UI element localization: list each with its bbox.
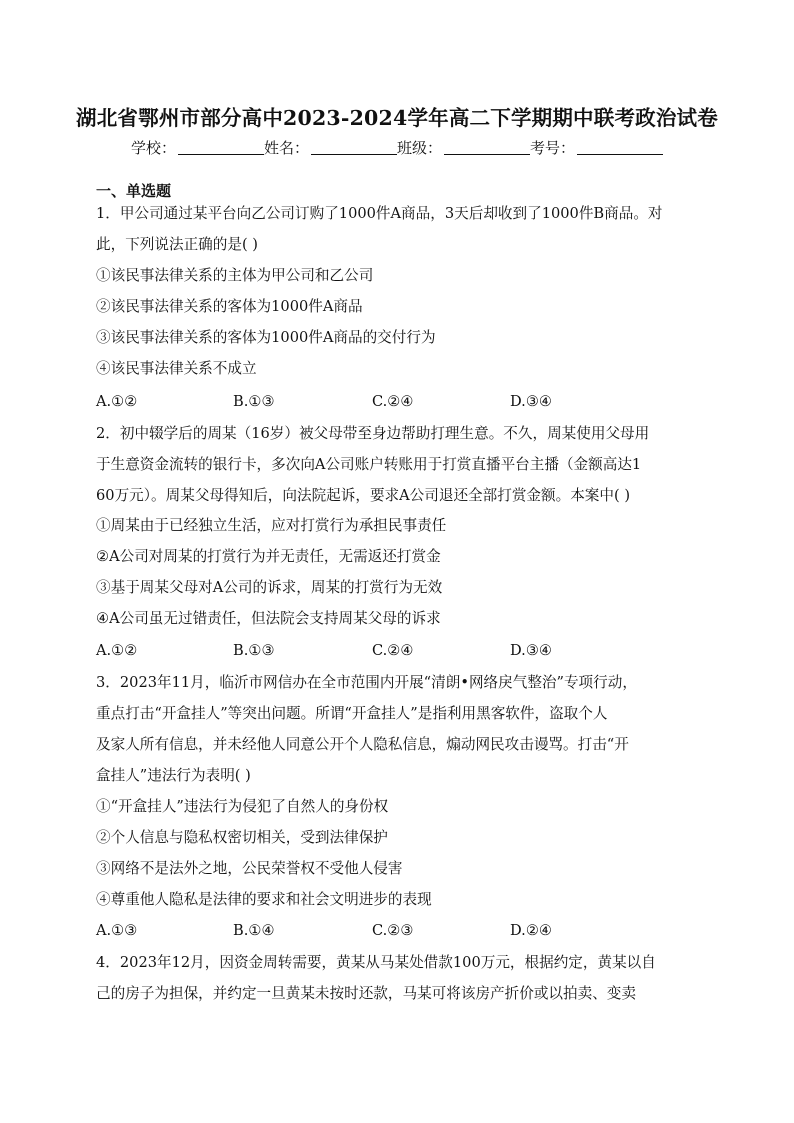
question-stem: 于生意资金流转的银行卡，多次向A公司账户转账用于打赏直播平台主播（金额高达1: [96, 456, 642, 473]
question-stem: 3．2023年11月，临沂市网信办在全市范围内开展“清朗•网络戾气整治”专项行动，: [96, 674, 637, 691]
name-field[interactable]: 姓名：: [264, 137, 397, 158]
option-d[interactable]: D.③④: [510, 642, 552, 659]
statement-item: ①周某由于已经独立生活，应对打赏行为承担民事责任: [96, 517, 447, 534]
question-stem: 盒挂人”违法行为表明( ): [96, 767, 251, 784]
option-a[interactable]: A.①②: [96, 642, 138, 659]
statement-item: ③该民事法律关系的客体为1000件A商品的交付行为: [96, 329, 436, 346]
option-b[interactable]: B.①③: [233, 393, 275, 410]
statement-item: ②该民事法律关系的客体为1000件A商品: [96, 298, 363, 315]
question-stem: 60万元）。周某父母得知后，向法院起诉，要求A公司退还全部打赏金额。本案中( ): [96, 487, 631, 504]
option-c[interactable]: C.②④: [372, 642, 414, 659]
option-a[interactable]: A.①②: [96, 393, 138, 410]
statement-item: ②A公司对周某的打赏行为并无责任，无需返还打赏金: [96, 548, 441, 565]
statement-item: ①该民事法律关系的主体为甲公司和乙公司: [96, 267, 374, 284]
statement-item: ③网络不是法外之地，公民荣誉权不受他人侵害: [96, 860, 403, 877]
question-stem: 4．2023年12月，因资金周转需要，黄某从马某处借款100万元，根据约定，黄某以自: [96, 954, 656, 971]
question-stem: 2．初中辍学后的周某（16岁）被父母带至身边帮助打理生意。不久，周某使用父母用: [96, 425, 650, 442]
statement-item: ②个人信息与隐私权密切相关，受到法律保护: [96, 829, 388, 846]
statement-item: ③基于周某父母对A公司的诉求，周某的打赏行为无效: [96, 579, 443, 596]
option-d[interactable]: D.②④: [510, 922, 552, 939]
option-b[interactable]: B.①④: [233, 922, 275, 939]
option-b[interactable]: B.①③: [233, 642, 275, 659]
name-blank[interactable]: [311, 140, 397, 155]
statement-item: ④A公司虽无过错责任，但法院会支持周某父母的诉求: [96, 610, 441, 627]
exam-number-field[interactable]: 考号：: [530, 137, 663, 158]
class-field[interactable]: 班级：: [397, 137, 530, 158]
question-stem: 及家人所有信息，并未经他人同意公开个人隐私信息，煽动网民攻击谩骂。打击“开: [96, 736, 629, 753]
question-stem: 此，下列说法正确的是( ): [96, 236, 258, 253]
option-c[interactable]: C.②③: [372, 922, 414, 939]
statement-item: ①“开盒挂人”违法行为侵犯了自然人的身份权: [96, 798, 389, 815]
section-heading: 一、单选题: [96, 182, 172, 200]
exam-title: 湖北省鄂州市部分高中2023-2024学年高二下学期期中联考政治试卷: [76, 106, 718, 130]
option-c[interactable]: C.②④: [372, 393, 414, 410]
statement-item: ④该民事法律关系不成立: [96, 360, 257, 377]
question-stem: 己的房子为担保，并约定一旦黄某未按时还款，马某可将该房产折价或以拍卖、变卖: [96, 985, 636, 1002]
student-info-row: [0, 137, 794, 158]
exam-number-blank[interactable]: [577, 140, 663, 155]
question-stem: 1．甲公司通过某平台向乙公司订购了1000件A商品，3天后却收到了1000件B商品。对: [96, 205, 663, 222]
option-d[interactable]: D.③④: [510, 393, 552, 410]
school-blank[interactable]: [178, 140, 264, 155]
question-stem: 重点打击“开盒挂人”等突出问题。所谓“开盒挂人”是指利用黑客软件，盗取个人: [96, 705, 608, 722]
class-blank[interactable]: [444, 140, 530, 155]
statement-item: ④尊重他人隐私是法律的要求和社会文明进步的表现: [96, 891, 432, 908]
option-a[interactable]: A.①③: [96, 922, 138, 939]
school-field[interactable]: 学校：: [131, 137, 264, 158]
